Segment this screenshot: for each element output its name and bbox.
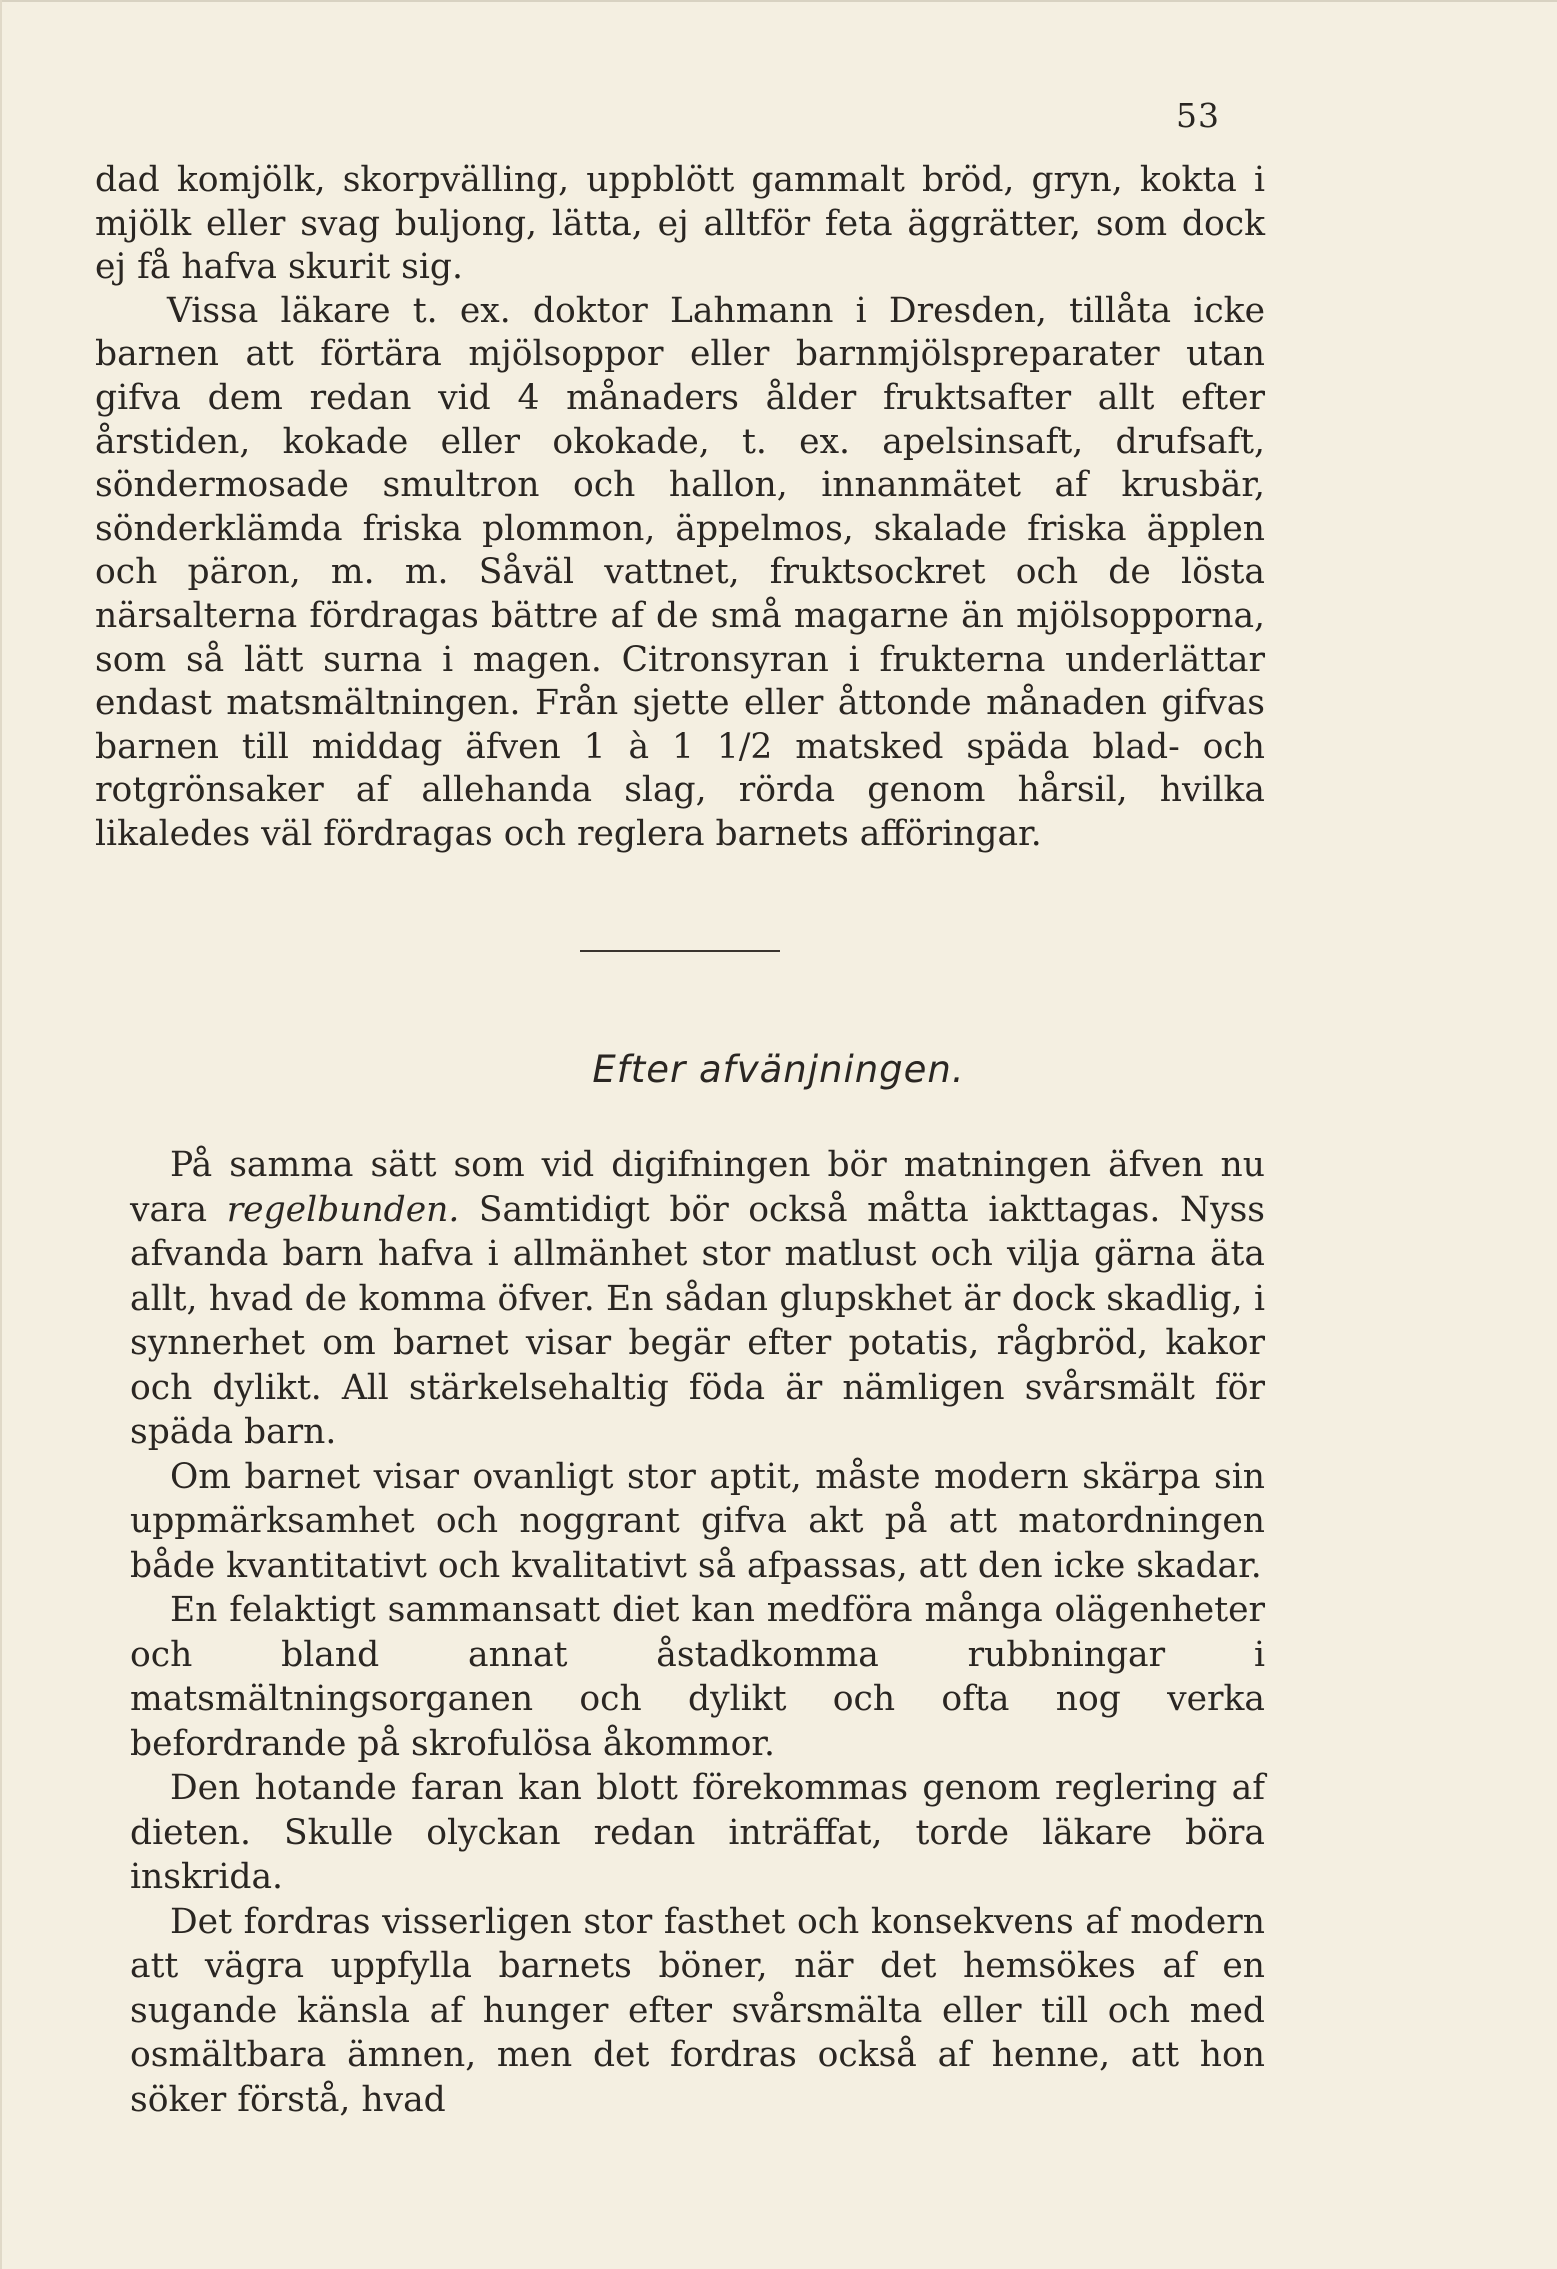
paragraph-danger: Den hotande faran kan blott förekommas genom reglering af dieten. Skulle olyckan redan inträffat, torde läkare böra inskrida. [130, 1768, 1265, 1897]
section-2-text [130, 1143, 1265, 2122]
p1-italic-term: regelbunden. [226, 1189, 460, 1230]
paragraph-regular-feeding [130, 1143, 1265, 1455]
p1-text-a: På samma sätt som vid digifningen bör matningen äfven nu vara [130, 1145, 1265, 1230]
p1-text-b: Samtidigt bör också måtta iakttagas. Nyss afvanda barn hafva i allmänhet stor matlust och vilja gärna äta allt, hvad de komma öfver. En sådan glupskhet är dock skadlig, i synnerhet om barnet visar begär efter potatis, rågbröd, kakor och dylikt. All stärkelsehaltig föda är nämligen svårsmält för späda barn. [130, 1189, 1265, 1452]
page-edge-top [0, 0, 1557, 2]
section-divider [580, 950, 780, 952]
paragraph-appetite: Om barnet visar ovanligt stor aptit, måste modern skärpa sin uppmärksamhet och noggrant gifva akt på att matordningen både kvantitativt och kvalitativt så afpassas, att den icke skadar. [130, 1456, 1265, 1586]
section-1-text [95, 159, 1265, 857]
paragraph-lahmann: Vissa läkare t. ex. doktor Lahmann i Dresden, tillåta icke barnen att förtära mjölsoppor eller barnmjölspreparater utan gifva dem redan vid 4 månaders ålder fruktsafter allt efter årstiden, kokade eller okokade, t. ex. apelsinsaft, drufsaft, söndermosade smultron och hallon, innanmätet af krusbär, sönderklämda friska plommon, äppelmos, skalade friska äpplen och päron, m. m. Såväl vattnet, fruktsockret och de lösta närsalterna fördragas bättre af de små magarne än mjölsopporna, som så lätt surna i magen. Citronsyran i frukterna underlättar endast matsmältningen. Från sjette eller åttonde månaden gifvas barnen till middag äfven 1 à 1 1/2 matsked späda blad- och rotgrönsaker af allehanda slag, rörda genom hårsil, hvilka likaledes väl fördragas och reglera barnets afföringar. [95, 290, 1265, 854]
page-edge-left [0, 0, 2, 2269]
paragraph-firmness: Det fordras visserligen stor fasthet och konsekvens af modern att vägra uppfylla barnets böner, när det hemsökes af en sugande känsla af hunger efter svårsmälta eller till och med osmältbara ämnen, men det fordras också af henne, att hon söker förstå, hvad [130, 1901, 1265, 2120]
page-number: 53 [1176, 96, 1220, 135]
paragraph-faulty-diet: En felaktigt sammansatt diet kan medföra många olägenheter och bland annat åstadkomma rubbningar i matsmältningsorganen och dylikt och ofta nog verka befordrande på skrofulösa åkommor. [130, 1590, 1265, 1764]
section-heading: Efter afvänjningen. [592, 1048, 965, 1091]
paragraph-diet-list: dad komjölk, skorpvälling, uppblött gammalt bröd, gryn, kokta i mjölk eller svag buljong, lätta, ej alltför feta äggrätter, som dock ej få hafva skurit sig. [95, 160, 1265, 288]
